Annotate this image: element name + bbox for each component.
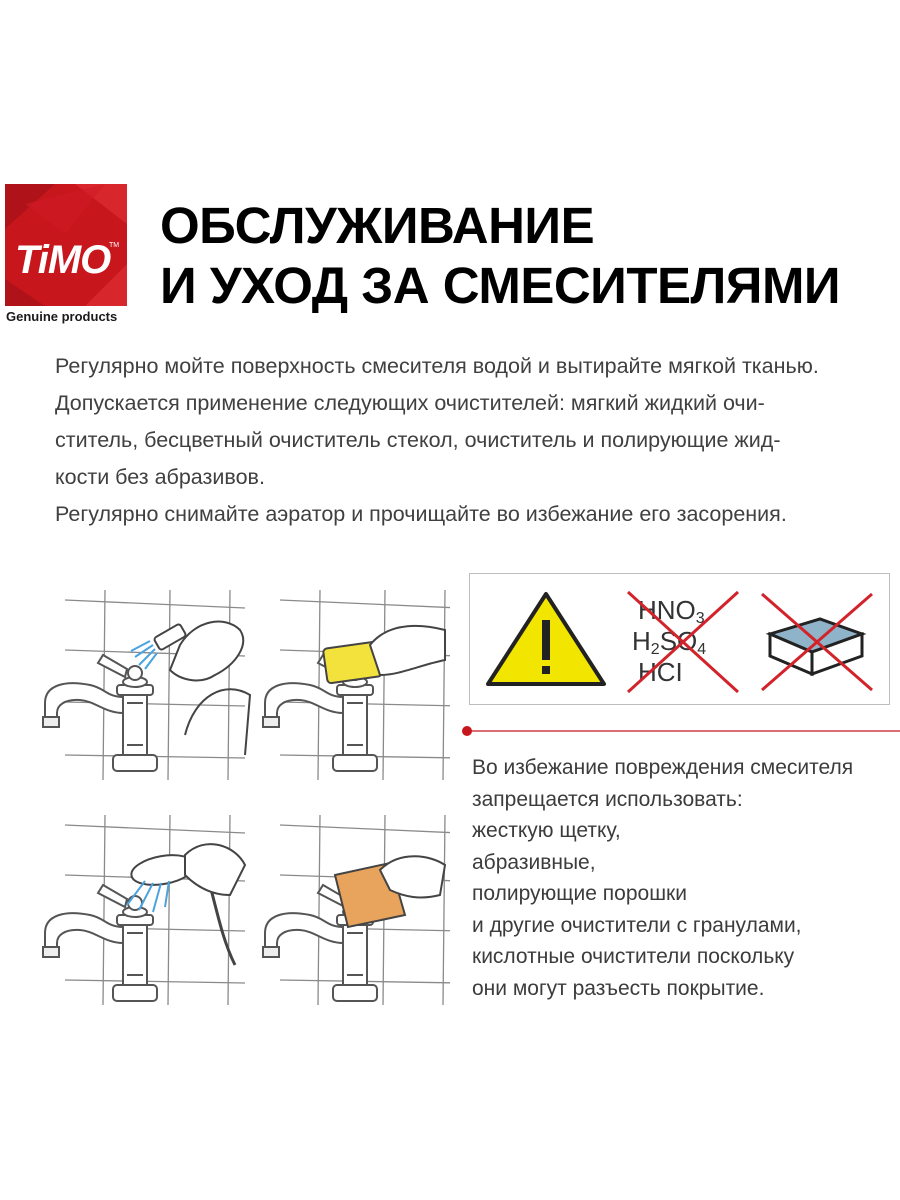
warning-text: [472, 752, 853, 1004]
intro-line: Допускается применение следующих очистителей: мягкий жидкий очи-: [55, 391, 765, 415]
svg-text:H2SO4: H2SO4: [632, 626, 707, 658]
intro-line: Регулярно мойте поверхность смесителя водой и вытирайте мягкой тканью.: [55, 354, 819, 378]
hand-shower-faucet-illustration: [43, 815, 245, 1005]
intro-line: кости без абразивов.: [55, 465, 265, 489]
intro-paragraph: [55, 348, 895, 533]
page-title: [160, 196, 840, 316]
logo-trademark: TM: [109, 242, 120, 249]
sponge-faucet-illustration: [263, 590, 450, 780]
warning-line: кислотные очистители поскольку: [472, 945, 795, 968]
warning-line: они могут разъесть покрытие.: [472, 976, 765, 1000]
warning-line: Во избежание повреждения смесителя: [472, 756, 854, 779]
no-abrasive-sponge-icon: [762, 594, 872, 690]
warning-line: и другие очистители с гранулами,: [472, 913, 802, 937]
cloth-faucet-illustration: [263, 815, 450, 1005]
logo-wordmark: TiMO: [15, 238, 111, 282]
spray-faucet-illustration: [43, 590, 250, 780]
warning-line: запрещается использовать:: [472, 787, 743, 811]
warning-line: жесткую щетку,: [472, 819, 621, 842]
svg-text:HNO3: HNO3: [638, 595, 705, 627]
title-line-2: И УХОД ЗА СМЕСИТЕЛЯМИ: [160, 257, 841, 314]
prohibited-icons: [470, 574, 891, 706]
brand-logo: [5, 184, 127, 306]
title-line-1: ОБСЛУЖИВАНИЕ: [160, 197, 595, 254]
warning-triangle-icon: [488, 594, 604, 684]
svg-text:HCI: HCI: [638, 657, 683, 687]
intro-line: ститель, бесцветный очиститель стекол, очиститель и полирующие жид-: [55, 428, 781, 452]
warning-line: абразивные,: [472, 850, 596, 874]
warning-line: полирующие порошки: [472, 882, 687, 905]
section-divider: [459, 725, 900, 737]
prohibited-items-panel: [469, 573, 890, 705]
no-acids-icon: [628, 592, 738, 692]
logo-tagline: Genuine products: [6, 309, 118, 324]
intro-line: Регулярно снимайте аэратор и прочищайте во избежание его засорения.: [55, 502, 787, 526]
cleaning-illustrations: [35, 585, 450, 1045]
